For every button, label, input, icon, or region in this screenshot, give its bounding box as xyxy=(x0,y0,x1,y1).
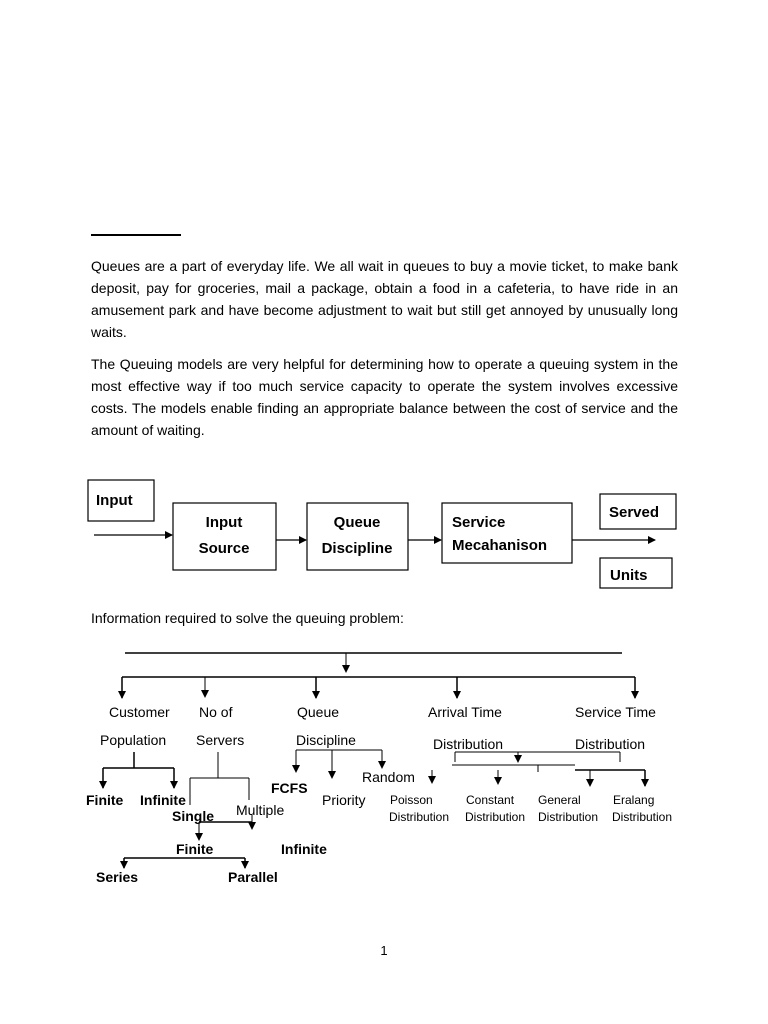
arrival-label-2: Distribution xyxy=(433,736,504,752)
random-label: Random xyxy=(362,769,415,785)
service-label-1: Service xyxy=(452,514,506,531)
general-label-2: Distribution xyxy=(538,810,599,824)
served-label: Served xyxy=(609,504,660,521)
infinite2-label: Infinite xyxy=(281,841,327,857)
poisson-label-1: Poisson xyxy=(390,793,433,807)
input-source-label-2: Source xyxy=(198,540,250,557)
finite-label: Finite xyxy=(86,792,124,808)
intro-paragraph-1: Queues are a part of everyday life. We all wait in queues to buy a movie ticket, to make bank deposit, pay for groceries, mail a package, obtain a food in a cafeteria, to have ride in an amusement park and have become adjustment to wait but still get annoyed by unusually long waits. xyxy=(91,258,678,340)
constant-label-1: Constant xyxy=(466,793,515,807)
page-number: 1 xyxy=(380,943,388,958)
general-label-1: General xyxy=(538,793,581,807)
queue-label-1: Queue xyxy=(297,704,340,720)
input-label: Input xyxy=(96,492,133,509)
customer-label-2: Population xyxy=(100,732,167,748)
parallel-label: Parallel xyxy=(228,869,278,885)
input-source-label-1: Input xyxy=(205,514,243,531)
info-required-label: Information required to solve the queuing problem: xyxy=(91,610,404,626)
queuing-requirements-tree xyxy=(103,653,645,868)
multiple-label: Multiple xyxy=(236,802,285,818)
servers-label-1: No of xyxy=(199,704,233,720)
fcfs-label: FCFS xyxy=(271,780,308,796)
service-box xyxy=(442,503,572,563)
eralang-label-1: Eralang xyxy=(613,793,655,807)
single-label: Single xyxy=(172,808,215,824)
intro-paragraph-2: The Queuing models are very helpful for determining how to operate a queuing system in the most effective way if too much service capacity to operate the system involves excessive costs. The models enable finding an appropriate balance between the cost of service and the amount of waiting. xyxy=(91,356,678,438)
constant-label-2: Distribution xyxy=(465,810,526,824)
customer-label-1: Customer xyxy=(109,704,170,720)
queue-discipline-label-2: Discipline xyxy=(321,540,393,557)
units-label: Units xyxy=(610,567,648,584)
queue-discipline-label-1: Queue xyxy=(333,514,381,531)
service-time-label-1: Service Time xyxy=(575,704,656,720)
servers-label-2: Servers xyxy=(196,732,245,748)
eralang-label-2: Distribution xyxy=(612,810,673,824)
priority-label: Priority xyxy=(322,792,366,808)
process-flow-diagram xyxy=(88,480,676,588)
service-time-label-2: Distribution xyxy=(575,736,646,752)
finite2-label: Finite xyxy=(176,841,214,857)
service-label-2: Mecahanison xyxy=(452,537,548,554)
queue-label-2: Discipline xyxy=(296,732,356,748)
poisson-label-2: Distribution xyxy=(389,810,450,824)
series-label: Series xyxy=(96,869,139,885)
infinite-label: Infinite xyxy=(140,792,186,808)
arrival-label-1: Arrival Time xyxy=(428,704,502,720)
